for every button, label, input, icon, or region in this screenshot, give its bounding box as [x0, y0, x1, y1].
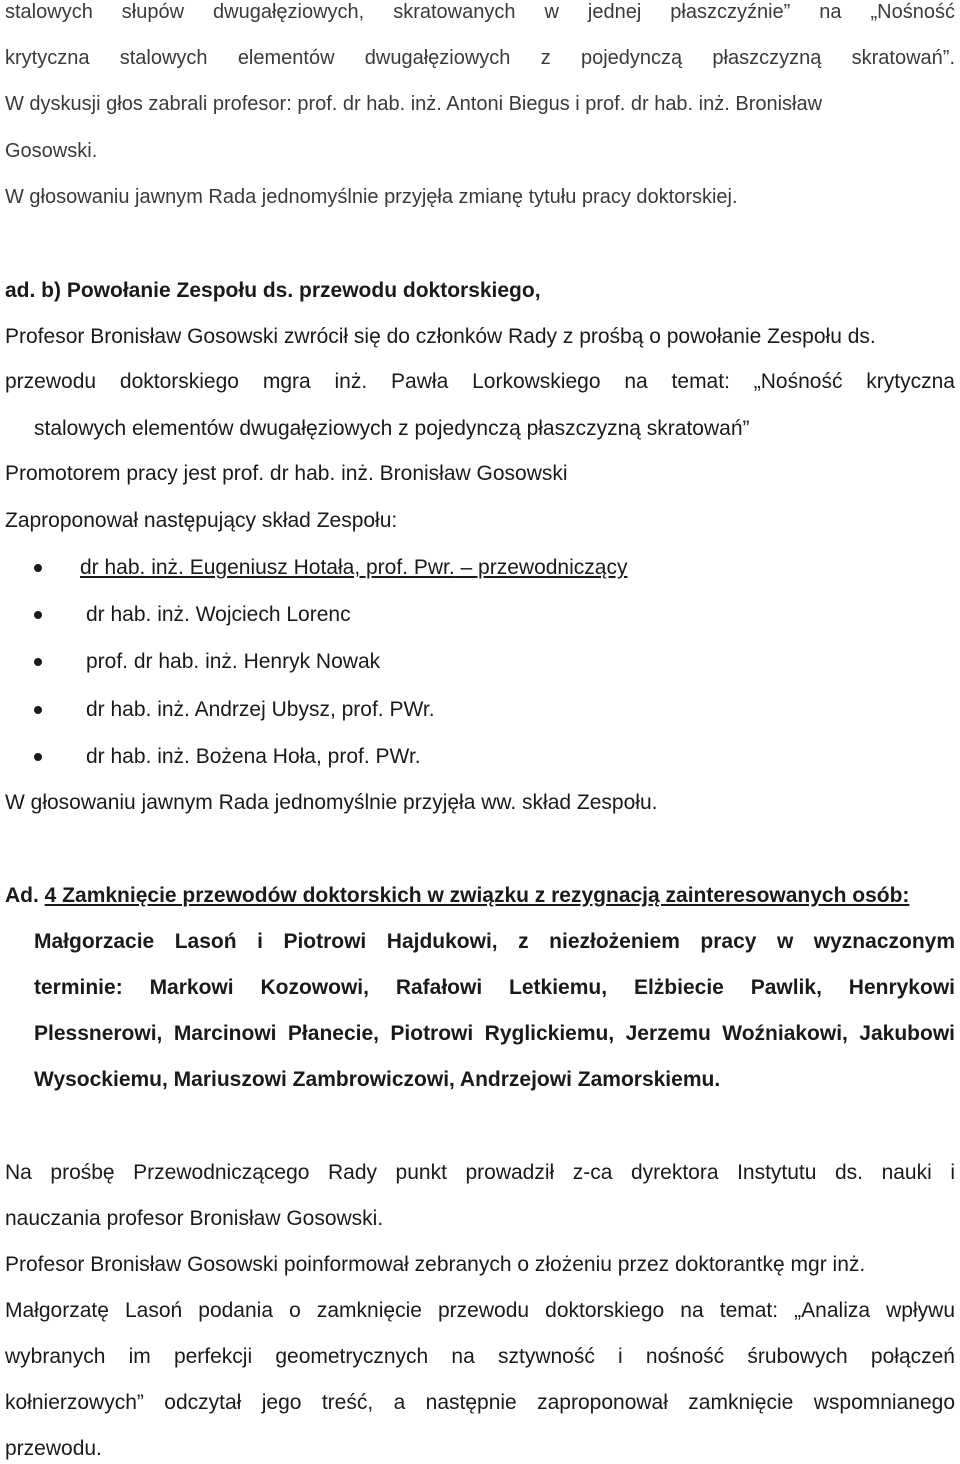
- bullet-icon: [34, 564, 42, 572]
- text-line: Małgorzacie Lasoń i Piotrowi Hajdukowi, z niezłożeniem pracy w wyznaczonym: [34, 930, 955, 953]
- text-line: przewodu doktorskiego mgra inż. Pawła Lorkowskiego na temat: „Nośność krytyczna: [5, 370, 955, 393]
- agenda-item-title: 4 Zamknięcie przewodów doktorskich w związku z rezygnacją zainteresowanych osób:: [44, 884, 910, 907]
- section-heading: [5, 884, 955, 908]
- bullet-icon: [34, 706, 42, 714]
- text-line: Na prośbę Przewodniczącego Rady punkt prowadził z-ca dyrektora Instytutu ds. nauki i: [5, 1161, 955, 1184]
- agenda-item-label: Ad.: [5, 884, 39, 907]
- member-name: dr hab. inż. Bożena Hoła, prof. PWr.: [86, 745, 421, 768]
- member-name: dr hab. inż. Wojciech Lorenc: [86, 603, 351, 626]
- text-line: Małgorzatę Lasoń podania o zamknięcie przewodu doktorskiego na temat: „Analiza wpływu: [5, 1299, 955, 1322]
- text-line: stalowych słupów dwugałęziowych, skratowanych w jednej płaszczyźnie” na „Nośność: [5, 1, 955, 23]
- text-line: nauczania profesor Bronisław Gosowski.: [5, 1207, 384, 1230]
- text-line: kołnierzowych” odczytał jego treść, a następnie zaproponował zamknięcie wspomnianego: [5, 1391, 955, 1414]
- text-line: W głosowaniu jawnym Rada jednomyślnie przyjęła ww. skład Zespołu.: [5, 791, 658, 814]
- text-line: Zaproponował następujący skład Zespołu:: [5, 509, 398, 532]
- bullet-icon: [34, 658, 42, 666]
- text-line: Plessnerowi, Marcinowi Płanecie, Piotrowi Ryglickiemu, Jerzemu Woźniakowi, Jakubowi: [34, 1022, 955, 1045]
- text-line: terminie: Markowi Kozowowi, Rafałowi Letkiemu, Elżbiecie Pawlik, Henrykowi: [34, 976, 955, 999]
- bullet-icon: [34, 611, 42, 619]
- text-line: W dyskusji głos zabrali profesor: prof. dr hab. inż. Antoni Biegus i prof. dr hab. inż. Bronisław: [5, 93, 823, 115]
- text-line: Gosowski.: [5, 140, 98, 162]
- text-line: W głosowaniu jawnym Rada jednomyślnie przyjęła zmianę tytułu pracy doktorskiej.: [5, 186, 738, 208]
- text-line: wybranych im perfekcji geometrycznych na sztywność i nośność śrubowych połączeń: [5, 1345, 955, 1368]
- bullet-icon: [34, 753, 42, 761]
- text-line: Profesor Bronisław Gosowski poinformował zebranych o złożeniu przez doktorantkę mgr inż.: [5, 1253, 866, 1276]
- text-line: Profesor Bronisław Gosowski zwrócił się do członków Rady z prośbą o powołanie Zespołu ds.: [5, 325, 876, 348]
- text-line: Wysockiemu, Mariuszowi Zambrowiczowi, Andrzejowi Zamorskiemu.: [34, 1068, 721, 1091]
- text-line: krytyczna stalowych elementów dwugałęziowych z pojedynczą płaszczyzną skratowań”.: [5, 47, 955, 69]
- member-name: prof. dr hab. inż. Henryk Nowak: [86, 650, 381, 673]
- text-line: Promotorem pracy jest prof. dr hab. inż. Bronisław Gosowski: [5, 462, 568, 485]
- member-name: dr hab. inż. Andrzej Ubysz, prof. PWr.: [86, 698, 435, 721]
- section-heading: ad. b) Powołanie Zespołu ds. przewodu doktorskiego,: [5, 279, 541, 302]
- text-line: przewodu.: [5, 1437, 102, 1460]
- text-line: stalowych elementów dwugałęziowych z pojedynczą płaszczyzną skratowań”: [34, 417, 750, 440]
- member-name: dr hab. inż. Eugeniusz Hotała, prof. Pwr. – przewodniczący: [80, 556, 628, 579]
